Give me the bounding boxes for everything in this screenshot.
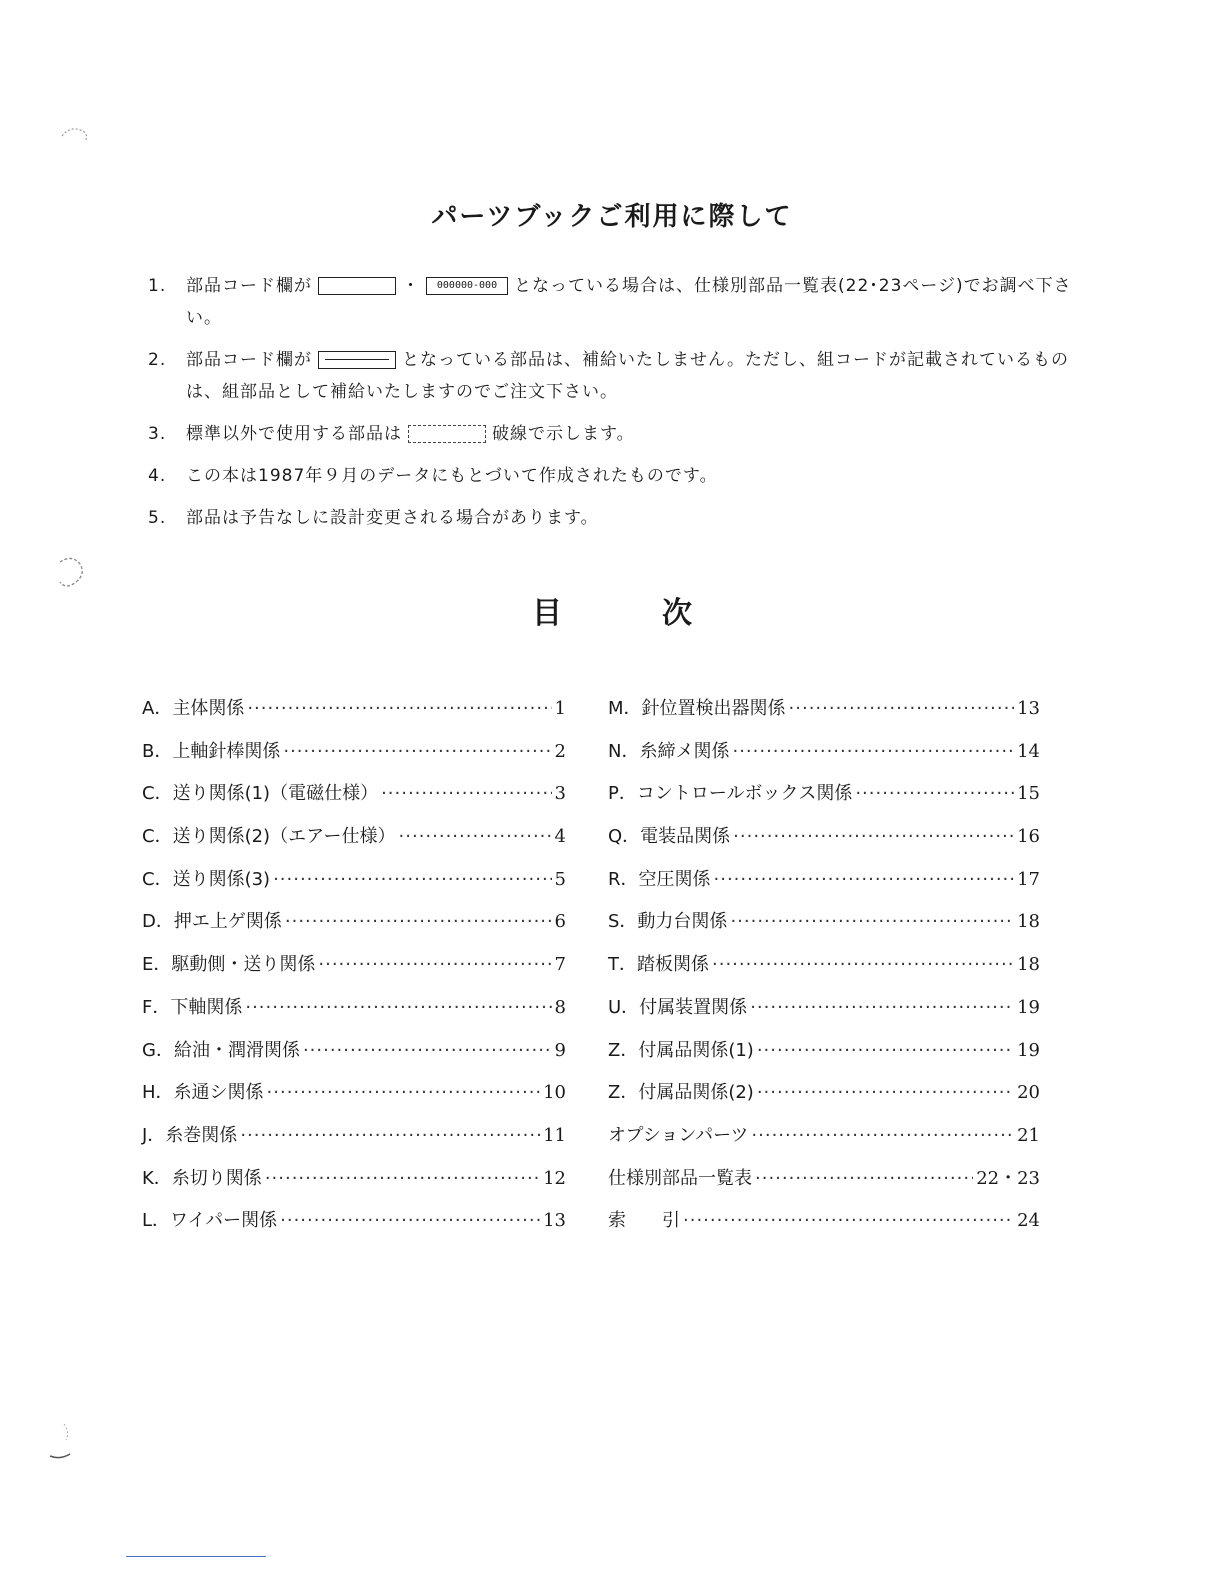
toc-entry (142, 694, 566, 737)
toc-entry (142, 779, 566, 822)
toc-right-column (608, 694, 1040, 1249)
scan-edge-line (126, 1556, 266, 1557)
toc-entry (142, 950, 566, 993)
toc-leader-dots (757, 1040, 1014, 1061)
toc-entry-page: 5 (554, 868, 566, 890)
toc-leader-dots (683, 1210, 1014, 1231)
note-text: 部品コード欄が (186, 350, 312, 370)
note-text: となっている部品は、補給いたしません。ただし、組コードが記載されているものは、組部品として補給いたしますのでご注文下さい。 (186, 350, 1070, 402)
toc-entry-page: 19 (1017, 1039, 1040, 1061)
toc-entry-page: 8 (554, 996, 566, 1018)
binding-hole-icon (44, 1420, 74, 1464)
toc-entry (142, 737, 566, 780)
toc-entry-page: 11 (543, 1124, 566, 1146)
toc-leader-dots (855, 783, 1014, 804)
toc-entry-label: 仕様別部品一覧表 (608, 1167, 752, 1189)
toc-entry-label: D．押エ上ゲ関係 (142, 911, 282, 933)
toc-leader-dots (757, 1082, 1014, 1103)
toc-entry-label: P．コントロールボックス関係 (608, 783, 853, 805)
note-text: 部品は予告なしに設計変更される場合があります。 (186, 508, 599, 528)
toc-entry (142, 993, 566, 1036)
note-number: 5. (148, 508, 167, 528)
toc-leader-dots (733, 826, 1014, 847)
toc-entry-page: 1 (554, 698, 566, 719)
toc-entry (142, 1164, 566, 1207)
toc-entry-label: Z．付属品関係(2) (608, 1082, 754, 1104)
toc-leader-dots (751, 1125, 1014, 1146)
note-text: 標準以外で使用する部品は (186, 424, 402, 444)
toc-entry (142, 1206, 566, 1249)
toc-leader-dots (265, 1168, 540, 1189)
toc-entry (608, 737, 1040, 780)
toc-entry-page: 16 (1017, 826, 1040, 848)
toc-entry-label: U．付属装置関係 (608, 996, 748, 1018)
toc-entry-page: 6 (554, 911, 566, 933)
toc-leader-dots (285, 911, 552, 932)
toc-entry-page: 13 (1017, 698, 1040, 719)
solid-box-symbol (318, 277, 396, 295)
toc-entry (142, 1036, 566, 1079)
toc-leader-dots (789, 698, 1015, 719)
toc-entry (142, 1078, 566, 1121)
toc-entry-page: 4 (554, 826, 566, 848)
toc-entry (608, 1036, 1040, 1079)
toc-leader-dots (283, 741, 551, 762)
toc-entry-page: 22・23 (976, 1167, 1040, 1189)
toc-leader-dots (730, 911, 1014, 932)
toc-leader-dots (732, 741, 1014, 762)
toc-leader-dots (280, 1210, 540, 1231)
toc-entry (142, 1121, 566, 1164)
toc-entry-page: 24 (1017, 1210, 1040, 1232)
toc-leader-dots (273, 869, 551, 890)
toc-entry (608, 950, 1040, 993)
toc-entry-page: 2 (554, 740, 566, 762)
toc-entry (608, 822, 1040, 865)
note-number: 3. (148, 424, 167, 444)
toc-entry-page: 18 (1017, 911, 1040, 933)
toc-entry (608, 907, 1040, 950)
toc-leader-dots (267, 1082, 541, 1103)
note-separator: ・ (402, 276, 420, 296)
dashed-box-symbol (408, 425, 486, 443)
toc-entry-label: オプションパーツ (608, 1124, 749, 1146)
toc-entry (142, 907, 566, 950)
toc-entry-page: 12 (543, 1167, 566, 1189)
toc-entry (608, 694, 1040, 737)
line-box-symbol (318, 351, 396, 369)
note-text: この本は1987年９月のデータにもとづいて作成されたものです。 (186, 466, 718, 486)
note-text: 部品コード欄が (186, 276, 312, 296)
toc-entry-label: F．下軸関係 (142, 996, 243, 1018)
toc-entry-label: S．動力台関係 (608, 911, 728, 933)
toc-leader-dots (750, 997, 1014, 1018)
toc-entry-page: 18 (1017, 954, 1040, 976)
toc-entry-page: 7 (554, 954, 566, 976)
toc-entry (608, 1121, 1040, 1164)
usage-notes (148, 270, 1088, 544)
toc-entry-label: B．上軸針棒関係 (142, 740, 281, 762)
note-5 (148, 502, 1088, 534)
toc-entry-label: J．糸巻関係 (142, 1124, 238, 1146)
toc-entry-label: H．糸通シ関係 (142, 1082, 264, 1104)
note-1 (148, 270, 1088, 334)
toc-entry-label: Q．電装品関係 (608, 826, 731, 848)
toc-leader-dots (303, 1040, 552, 1061)
note-4 (148, 460, 1088, 492)
toc-entry-page: 14 (1017, 740, 1040, 762)
note-text: 破線で示します。 (492, 424, 635, 444)
toc-heading: 目次 (532, 596, 792, 631)
toc-entry-label: M．針位置検出器関係 (608, 698, 786, 719)
toc-entry-label: G．給油・潤滑関係 (142, 1039, 300, 1061)
page-title: パーツブックご利用に際して (431, 202, 793, 232)
toc-leader-dots (714, 869, 1015, 890)
toc-entry-page: 17 (1017, 868, 1040, 890)
toc-leader-dots (381, 783, 551, 804)
toc-entry-page: 21 (1017, 1124, 1040, 1146)
toc-entry-page: 13 (543, 1210, 566, 1232)
toc-entry-page: 19 (1017, 996, 1040, 1018)
toc-leader-dots (247, 698, 551, 719)
toc-entry (142, 822, 566, 865)
note-2 (148, 344, 1088, 408)
scan-speck-icon (58, 124, 92, 144)
note-number: 2. (148, 350, 167, 370)
toc-entry-label: 索 引 (608, 1210, 680, 1232)
toc-entry-label: N．糸締メ関係 (608, 740, 730, 762)
toc-entry-page: 9 (554, 1039, 566, 1061)
toc-entry-label: C．送り関係(3) (142, 868, 271, 890)
toc-entry (142, 865, 566, 908)
toc-entry-label: R．空圧関係 (608, 868, 711, 890)
toc-leader-dots (712, 954, 1014, 975)
note-number: 1. (148, 276, 167, 296)
toc-entry-page: 10 (543, 1082, 566, 1104)
toc-entry-label: Z．付属品関係(1) (608, 1039, 754, 1061)
toc-entry (608, 779, 1040, 822)
toc-entry-label: C．送り関係(1)（電磁仕様） (142, 783, 379, 805)
binding-hole-icon (52, 552, 88, 596)
toc-entry-label: C．送り関係(2)（エアー仕様） (142, 826, 396, 848)
toc-entry-page: 20 (1017, 1082, 1040, 1104)
toc-leader-dots (240, 1125, 540, 1146)
toc-entry-page: 15 (1017, 783, 1040, 805)
toc-leader-dots (245, 997, 551, 1018)
toc-entry-label: E．駆動側・送り関係 (142, 954, 316, 976)
toc-entry-label: K．糸切り関係 (142, 1167, 262, 1189)
toc-entry (608, 1078, 1040, 1121)
toc-entry-label: T．踏板関係 (608, 954, 709, 976)
toc-entry (608, 993, 1040, 1036)
toc-entry (608, 1164, 1040, 1207)
note-3 (148, 418, 1088, 450)
toc-left-column (142, 694, 566, 1249)
toc-leader-dots (755, 1168, 973, 1189)
note-text: となっている場合は、仕様別部品一覧表(22･23ページ)でお調べ下さい。 (186, 276, 1072, 328)
toc-leader-dots (318, 954, 551, 975)
toc-entry-page: 3 (554, 783, 566, 805)
toc-entry (608, 865, 1040, 908)
toc-entry (608, 1206, 1040, 1249)
toc-leader-dots (399, 826, 552, 847)
note-number: 4. (148, 466, 167, 486)
toc-entry-label: A．主体関係 (142, 698, 245, 719)
code-box-symbol: 000000-000 (426, 277, 508, 295)
toc-entry-label: L．ワイパー関係 (142, 1210, 278, 1232)
